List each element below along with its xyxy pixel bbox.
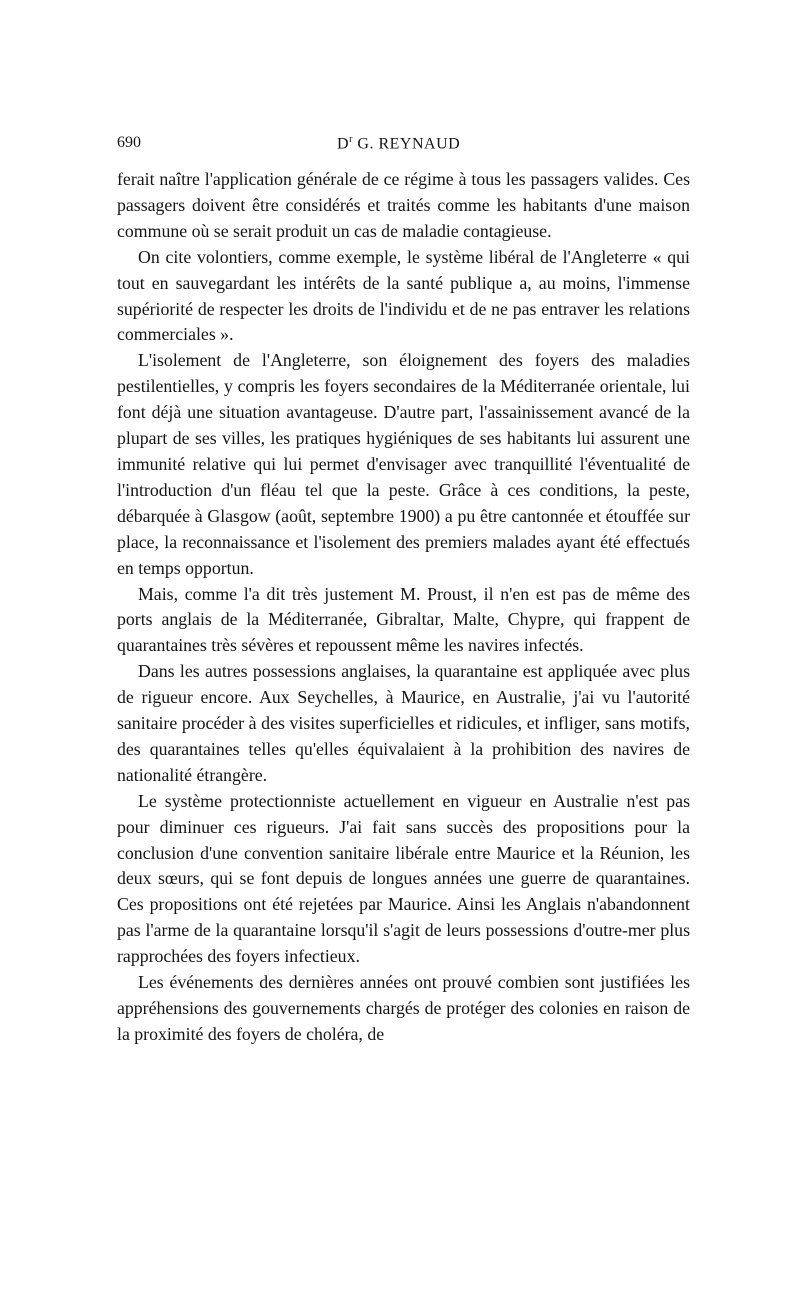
paragraph-continued: ferait naître l'application générale de ce régime à tous les passagers valides. Ces passagers doivent être considérés et traités comme les habitants d'une maison commune où se serait produit un cas de maladie contagieuse. bbox=[117, 169, 690, 241]
paragraph: Le système protectionniste actuellement en vigueur en Australie n'est pas pour diminuer ces rigueurs. J'ai fait sans succès des propositions pour la conclusion d'une convention sanitaire libérale entre Maurice et la Réunion, les deux sœurs, qui se font depuis de longues années une guerre de quarantaines. Ces propositions ont été rejetées par Maurice. Ainsi les Anglais n'abandonnent pas l'arme de la quarantaine lorsqu'il s'agit de leurs possessions d'outre-mer plus rapprochées des foyers infectieux. bbox=[117, 790, 690, 967]
running-title bbox=[337, 134, 460, 153]
paragraph: On cite volontiers, comme exemple, le système libéral de l'Angleterre « qui tout en sauvegardant les intérêts de la santé publique a, au moins, l'immense supériorité de respecter les droits de l'individu et de ne pas entraver les relations commerciales ». bbox=[117, 246, 690, 345]
page-number: 690 bbox=[117, 134, 141, 151]
author-name: G. REYNAUD bbox=[352, 135, 461, 153]
paragraph: Dans les autres possessions anglaises, la quarantaine est appliquée avec plus de rigueur encore. Aux Seychelles, à Maurice, en Australie, j'ai vu l'autorité sanitaire procéder à des visites superficielles et ridicules, et infliger, sans motifs, des quarantaines telles qu'elles équivalaient à la prohibition des navires de nationalité étrangère. bbox=[117, 661, 690, 785]
body-text bbox=[117, 167, 690, 1048]
running-header bbox=[117, 134, 690, 158]
author-prefix: D bbox=[337, 135, 350, 153]
author-prefix-superscript: r bbox=[349, 134, 353, 145]
paragraph: Mais, comme l'a dit très justement M. Proust, il n'en est pas de même des ports anglais de la Méditerranée, Gibraltar, Malte, Chypre, qui frappent de quarantaines très sévères et repoussent même les navires infectés. bbox=[117, 583, 690, 656]
paragraph: Les événements des dernières années ont prouvé combien sont justifiées les appréhensions des gouvernements chargés de protéger des colonies en raison de la proximité des foyers de choléra, de bbox=[117, 972, 690, 1044]
paragraph: L'isolement de l'Angleterre, son éloignement des foyers des maladies pestilentielles, y compris les foyers secondaires de la Méditerranée orientale, lui font déjà une situation avantageuse. D'autre part, l'assainissement avancé de la plupart de ses villes, les pratiques hygiéniques de ses habitants lui assurent une immunité relative qui lui permet d'envisager avec tranquillité l'éventualité de l'introduction d'un fléau tel que la peste. Grâce à ces conditions, la peste, débarquée à Glasgow (août, septembre 1900) a pu être cantonnée et étouffée sur place, la reconnaissance et l'isolement des premiers malades ayant été effectués en temps opportun. bbox=[117, 350, 690, 578]
